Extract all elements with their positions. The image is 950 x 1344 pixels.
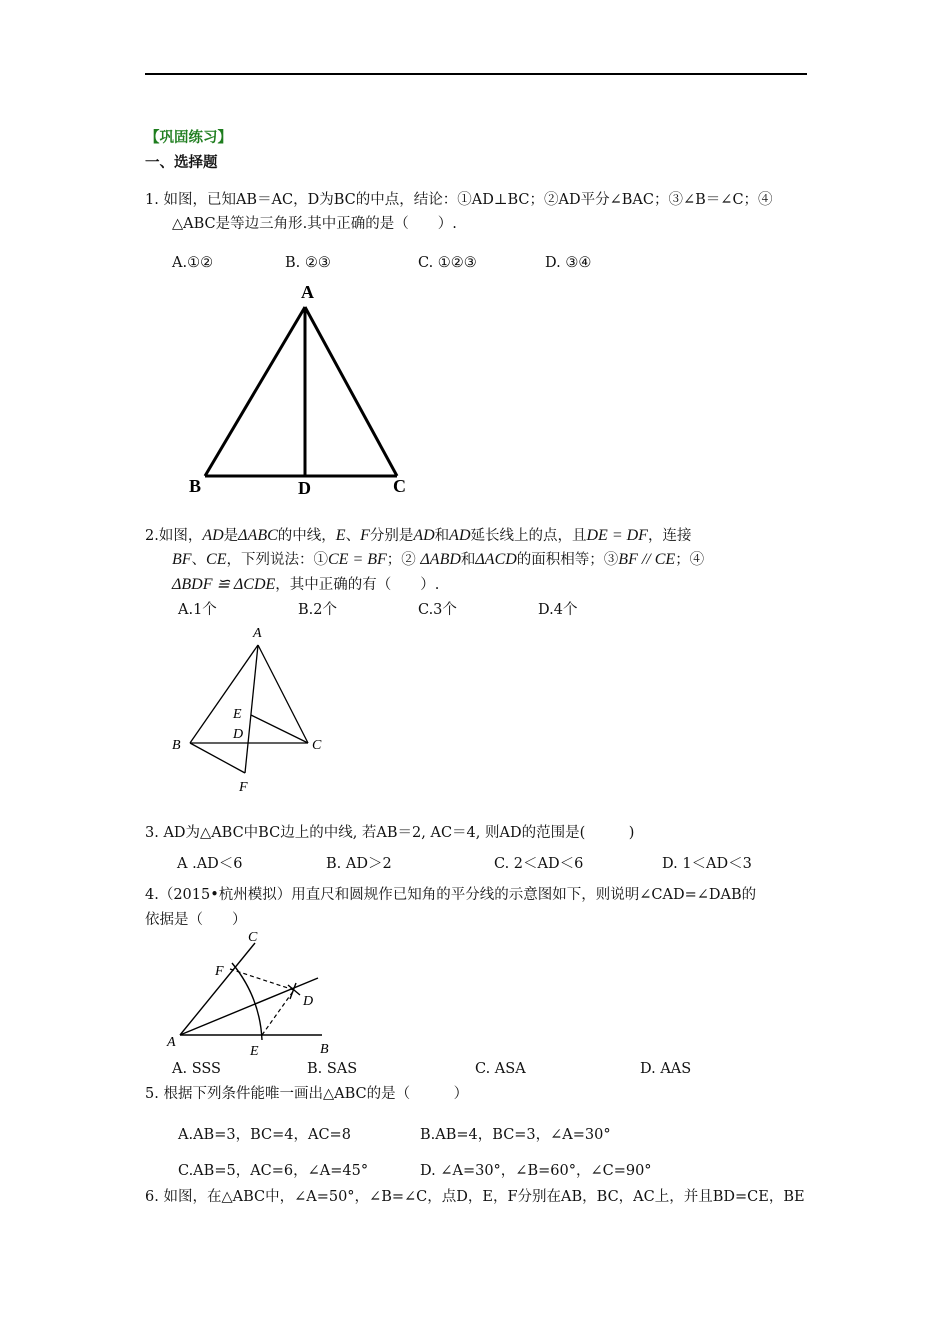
q4-option-c: C. ASA	[475, 1061, 526, 1077]
q2-l1e: 的中线，	[277, 528, 336, 544]
q4-label-d: D	[303, 994, 314, 1009]
header-rule	[145, 73, 807, 75]
q2-label-d: D	[233, 727, 244, 742]
q2-edge-ab	[190, 645, 258, 743]
q5-option-c: C.AB=5，AC=6，∠A=45°	[178, 1163, 369, 1179]
q2-label-e: E	[233, 707, 242, 722]
q2-line1	[145, 526, 691, 546]
q2-option-d: D.4个	[538, 602, 578, 618]
q4-arc-d-mark	[288, 983, 300, 999]
q5-option-d: D. ∠A=30°，∠B=60°，∠C=90°	[420, 1163, 652, 1179]
q2-l2k: BF // CE	[618, 551, 676, 568]
q2-l1i: 分别是	[369, 528, 414, 544]
q2-l2c: CE	[206, 551, 227, 568]
q3-option-d: D. 1＜AD＜3	[662, 856, 752, 872]
q1-line1: 1. 如图，已知AB＝AC，D为BC的中点，结论：①AD⊥BC；②AD平分∠BAC；③∠B＝∠C；④	[145, 192, 773, 208]
q2-label-c: C	[312, 738, 322, 753]
q2-option-c: C.3个	[418, 602, 457, 618]
q2-l1d: ΔABC	[238, 527, 278, 544]
q4-label-a: A	[167, 1035, 176, 1050]
q2-line2	[172, 550, 704, 570]
q1-option-c: C. ①②③	[418, 255, 477, 271]
q2-l2e: CE = BF	[328, 551, 387, 568]
q2-line-af	[245, 645, 258, 773]
q2-l2l: ；④	[675, 552, 705, 568]
q2-l2i: ΔACD	[475, 551, 517, 568]
q2-l1l: AD	[449, 527, 471, 544]
q4-option-d: D. AAS	[640, 1061, 692, 1077]
q1-label-a: A	[301, 282, 314, 302]
q6-text: 6. 如图，在△ABC中，∠A=50°，∠B=∠C，点D，E，F分别在AB，BC，AC上，并且BD=CE，BE	[145, 1189, 805, 1205]
q3-option-b: B. AD＞2	[326, 856, 392, 872]
q2-l1j: AD	[413, 527, 435, 544]
q2-l2f: ；②	[386, 552, 421, 568]
q2-l2h: 和	[460, 552, 476, 568]
q1-edge-ab	[205, 307, 305, 476]
q2-option-a: A.1个	[178, 602, 217, 618]
q2-l3a: ΔBDF ≌ ΔCDE	[172, 576, 276, 593]
q2-l2d: ，下列说法：①	[226, 552, 328, 568]
q1-label-d: D	[298, 478, 311, 498]
q2-label-f: F	[239, 780, 248, 795]
q2-edge-ac	[258, 645, 308, 743]
q4-ray-ac	[180, 943, 255, 1035]
q2-figure	[165, 620, 345, 800]
q4-option-a: A. SSS	[172, 1061, 221, 1077]
q2-l1g: 、	[345, 528, 361, 544]
q2-l3b: ，其中正确的有（ ）.	[275, 577, 440, 593]
q2-segment-bf	[190, 743, 245, 773]
q5-option-a: A.AB=3，BC=4，AC=8	[178, 1127, 351, 1143]
q2-l1c: 是	[223, 528, 239, 544]
q1-label-b: B	[189, 476, 202, 496]
q4-label-e: E	[250, 1044, 259, 1059]
q1-figure	[185, 280, 415, 500]
q1-option-a: A.①②	[172, 255, 214, 271]
q4-dashed-ed	[262, 990, 294, 1035]
q2-segment-ce	[251, 715, 308, 743]
q1-option-b: B. ②③	[285, 255, 331, 271]
q1-line2: △ABC是等边三角形.其中正确的是（ ）.	[172, 216, 457, 232]
q2-l2a: BF	[172, 551, 192, 568]
q4-label-c: C	[248, 930, 258, 945]
q5-option-b: B.AB=4，BC=3，∠A=30°	[420, 1127, 611, 1143]
q5-text: 5. 根据下列条件能唯一画出△ABC的是（ ）	[145, 1086, 469, 1102]
q3-text: 3. AD为△ABC中BC边上的中线, 若AB＝2, AC＝4, 则AD的范围是( )	[145, 825, 635, 841]
q2-label-a: A	[253, 626, 262, 641]
q2-l1n: DE = DF	[586, 527, 648, 544]
q2-l1b: AD	[202, 527, 224, 544]
q2-l1k: 和	[434, 528, 450, 544]
q4-dashed-fd	[230, 969, 294, 990]
q1-option-d: D. ③④	[545, 255, 592, 271]
q4-line1: 4.（2015•杭州模拟）用直尺和圆规作已知角的平分线的示意图如下，则说明∠CAD=∠DAB的	[145, 887, 757, 903]
q2-l1m: 延长线上的点，且	[470, 528, 587, 544]
q3-option-a: A .AD＜6	[177, 856, 243, 872]
q2-l2j: 的面积相等；③	[516, 552, 619, 568]
q1-label-c: C	[393, 476, 406, 496]
q4-label-f: F	[215, 964, 224, 979]
q2-option-b: B.2个	[298, 602, 337, 618]
q2-line3	[172, 575, 439, 595]
q2-label-b: B	[172, 738, 181, 753]
q2-l1h: F	[360, 527, 370, 544]
q3-option-c: C. 2＜AD＜6	[494, 856, 584, 872]
q4-figure	[160, 925, 345, 1060]
q4-label-b: B	[320, 1042, 329, 1057]
q4-line2: 依据是（ ）	[145, 912, 247, 928]
section-title: 一、选择题	[145, 155, 218, 171]
q2-l1f: E	[335, 527, 346, 544]
q2-l1a: 2.如图，	[145, 528, 203, 544]
q2-l2g: ΔABD	[420, 551, 461, 568]
practice-header: 【巩固练习】	[145, 130, 232, 146]
q4-option-b: B. SAS	[307, 1061, 358, 1077]
q1-edge-ac	[305, 307, 397, 476]
q2-l1o: ，连接	[647, 528, 692, 544]
q2-l2b: 、	[191, 552, 207, 568]
q4-ray-ad	[180, 978, 318, 1035]
